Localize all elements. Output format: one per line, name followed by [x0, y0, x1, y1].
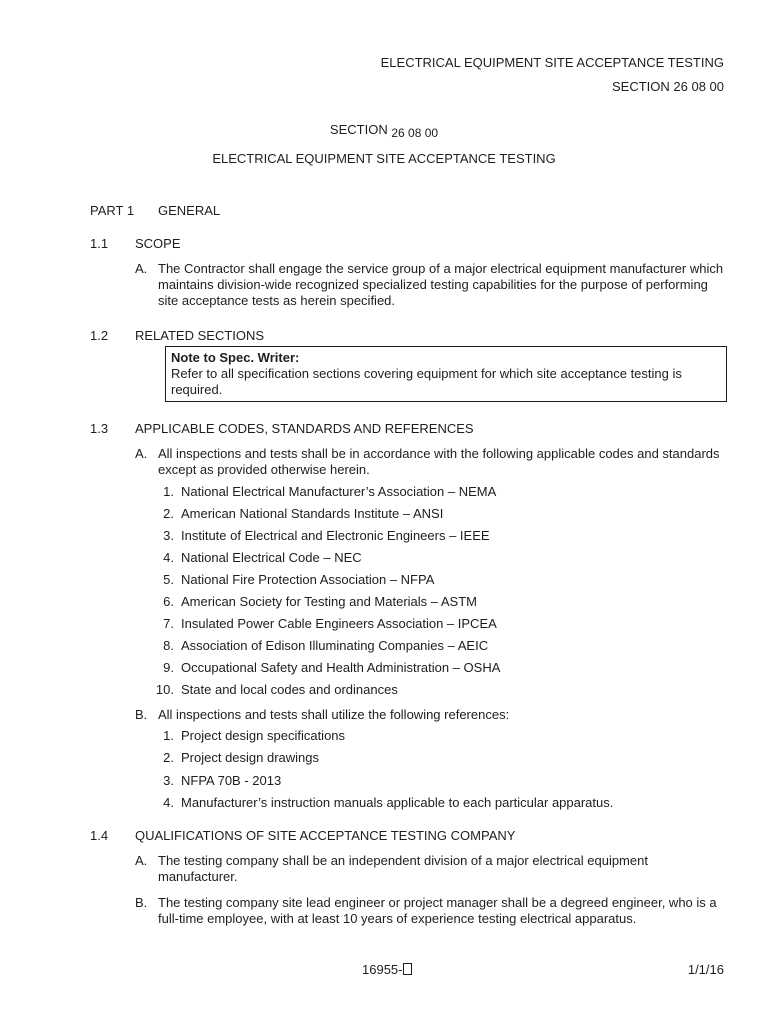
list-item: Association of Edison Illuminating Companies – AEIC	[181, 638, 489, 653]
list-item-number: 10.	[155, 682, 174, 697]
section-title: SCOPE	[135, 236, 181, 251]
doc-section-heading	[0, 122, 768, 140]
list-item-number: 2.	[163, 506, 174, 521]
paragraph-letter: B.	[135, 895, 148, 910]
list-item: Manufacturer’s instruction manuals applicable to each particular apparatus.	[181, 794, 614, 810]
missing-glyph-icon	[403, 963, 412, 975]
list-item-number: 7.	[163, 616, 174, 631]
part-label: PART 1	[90, 203, 135, 218]
list-item: National Electrical Code – NEC	[181, 550, 362, 565]
list-item: National Electrical Manufacturer’s Association – NEMA	[181, 484, 497, 499]
paragraph-text: The testing company site lead engineer or project manager shall be a degreed engineer, who is a full-time employee, with at least 10 years of experience testing electrical apparatus.	[158, 895, 717, 926]
list-item: American National Standards Institute – ANSI	[181, 506, 444, 521]
list-item: Project design drawings	[181, 750, 320, 766]
list-item-number: 8.	[163, 638, 174, 653]
spec-writer-note	[165, 346, 727, 402]
doc-section-label: SECTION	[329, 122, 388, 137]
list-item: NFPA 70B - 2013	[181, 772, 282, 788]
list-item-number: 6.	[163, 594, 174, 609]
header-section: SECTION 26 08 00	[612, 79, 724, 94]
paragraph-letter: A.	[135, 853, 148, 868]
section-number: 1.4	[90, 828, 109, 843]
list-item: Insulated Power Cable Engineers Association – IPCEA	[181, 616, 497, 631]
paragraph-letter: A.	[135, 261, 148, 276]
list-item-number: 1.	[163, 728, 174, 743]
section-number: 1.1	[90, 236, 109, 251]
list-item: National Fire Protection Association – NFPA	[181, 572, 435, 587]
list-item: Project design specifications	[181, 728, 346, 743]
list-item-number: 3.	[163, 772, 174, 788]
note-text: Refer to all specification sections covering equipment for which site acceptance testing is required.	[171, 366, 682, 397]
section-number: 1.2	[90, 328, 109, 343]
section-title: QUALIFICATIONS OF SITE ACCEPTANCE TESTING COMPANY	[135, 828, 516, 843]
list-item: American Society for Testing and Materials – ASTM	[181, 594, 477, 609]
paragraph-text: The Contractor shall engage the service group of a major electrical equipment manufacturer which maintains division-wide recognized specialized testing capabilities for the purpose of performing site acceptance tests as herein specified.	[158, 261, 724, 308]
paragraph-text: All inspections and tests shall utilize the following references:	[158, 707, 510, 722]
paragraph-text: The testing company shall be an independent division of a major electrical equipment manufacturer.	[158, 853, 648, 884]
part-title: GENERAL	[158, 203, 221, 218]
paragraph-letter: B.	[135, 707, 148, 722]
list-item-number: 1.	[163, 484, 174, 499]
note-title: Note to Spec. Writer:	[171, 350, 300, 365]
list-item-number: 2.	[163, 750, 174, 766]
list-item: Occupational Safety and Health Administration – OSHA	[181, 660, 501, 675]
paragraph-letter: A.	[135, 446, 148, 461]
list-item-number: 3.	[163, 528, 174, 543]
footer-date: 1/1/16	[687, 962, 724, 977]
section-number: 1.3	[90, 421, 109, 436]
footer-doc-number-text: 16955-	[362, 962, 403, 977]
list-item-number: 9.	[163, 660, 174, 675]
paragraph-text: All inspections and tests shall be in accordance with the following applicable codes and standards except as provided otherwise herein.	[158, 446, 720, 477]
doc-title: ELECTRICAL EQUIPMENT SITE ACCEPTANCE TESTING	[212, 151, 556, 166]
section-title: RELATED SECTIONS	[135, 328, 265, 343]
list-item: Institute of Electrical and Electronic Engineers – IEEE	[181, 528, 490, 543]
doc-section-number: 26 08 00	[391, 126, 439, 140]
list-item-number: 4.	[163, 550, 174, 565]
list-item: State and local codes and ordinances	[181, 682, 398, 697]
list-item-number: 5.	[163, 572, 174, 587]
header-title: ELECTRICAL EQUIPMENT SITE ACCEPTANCE TESTING	[380, 55, 724, 70]
section-title: APPLICABLE CODES, STANDARDS AND REFERENCES	[135, 421, 474, 436]
list-item-number: 4.	[163, 794, 174, 810]
footer-doc-number	[362, 962, 412, 977]
